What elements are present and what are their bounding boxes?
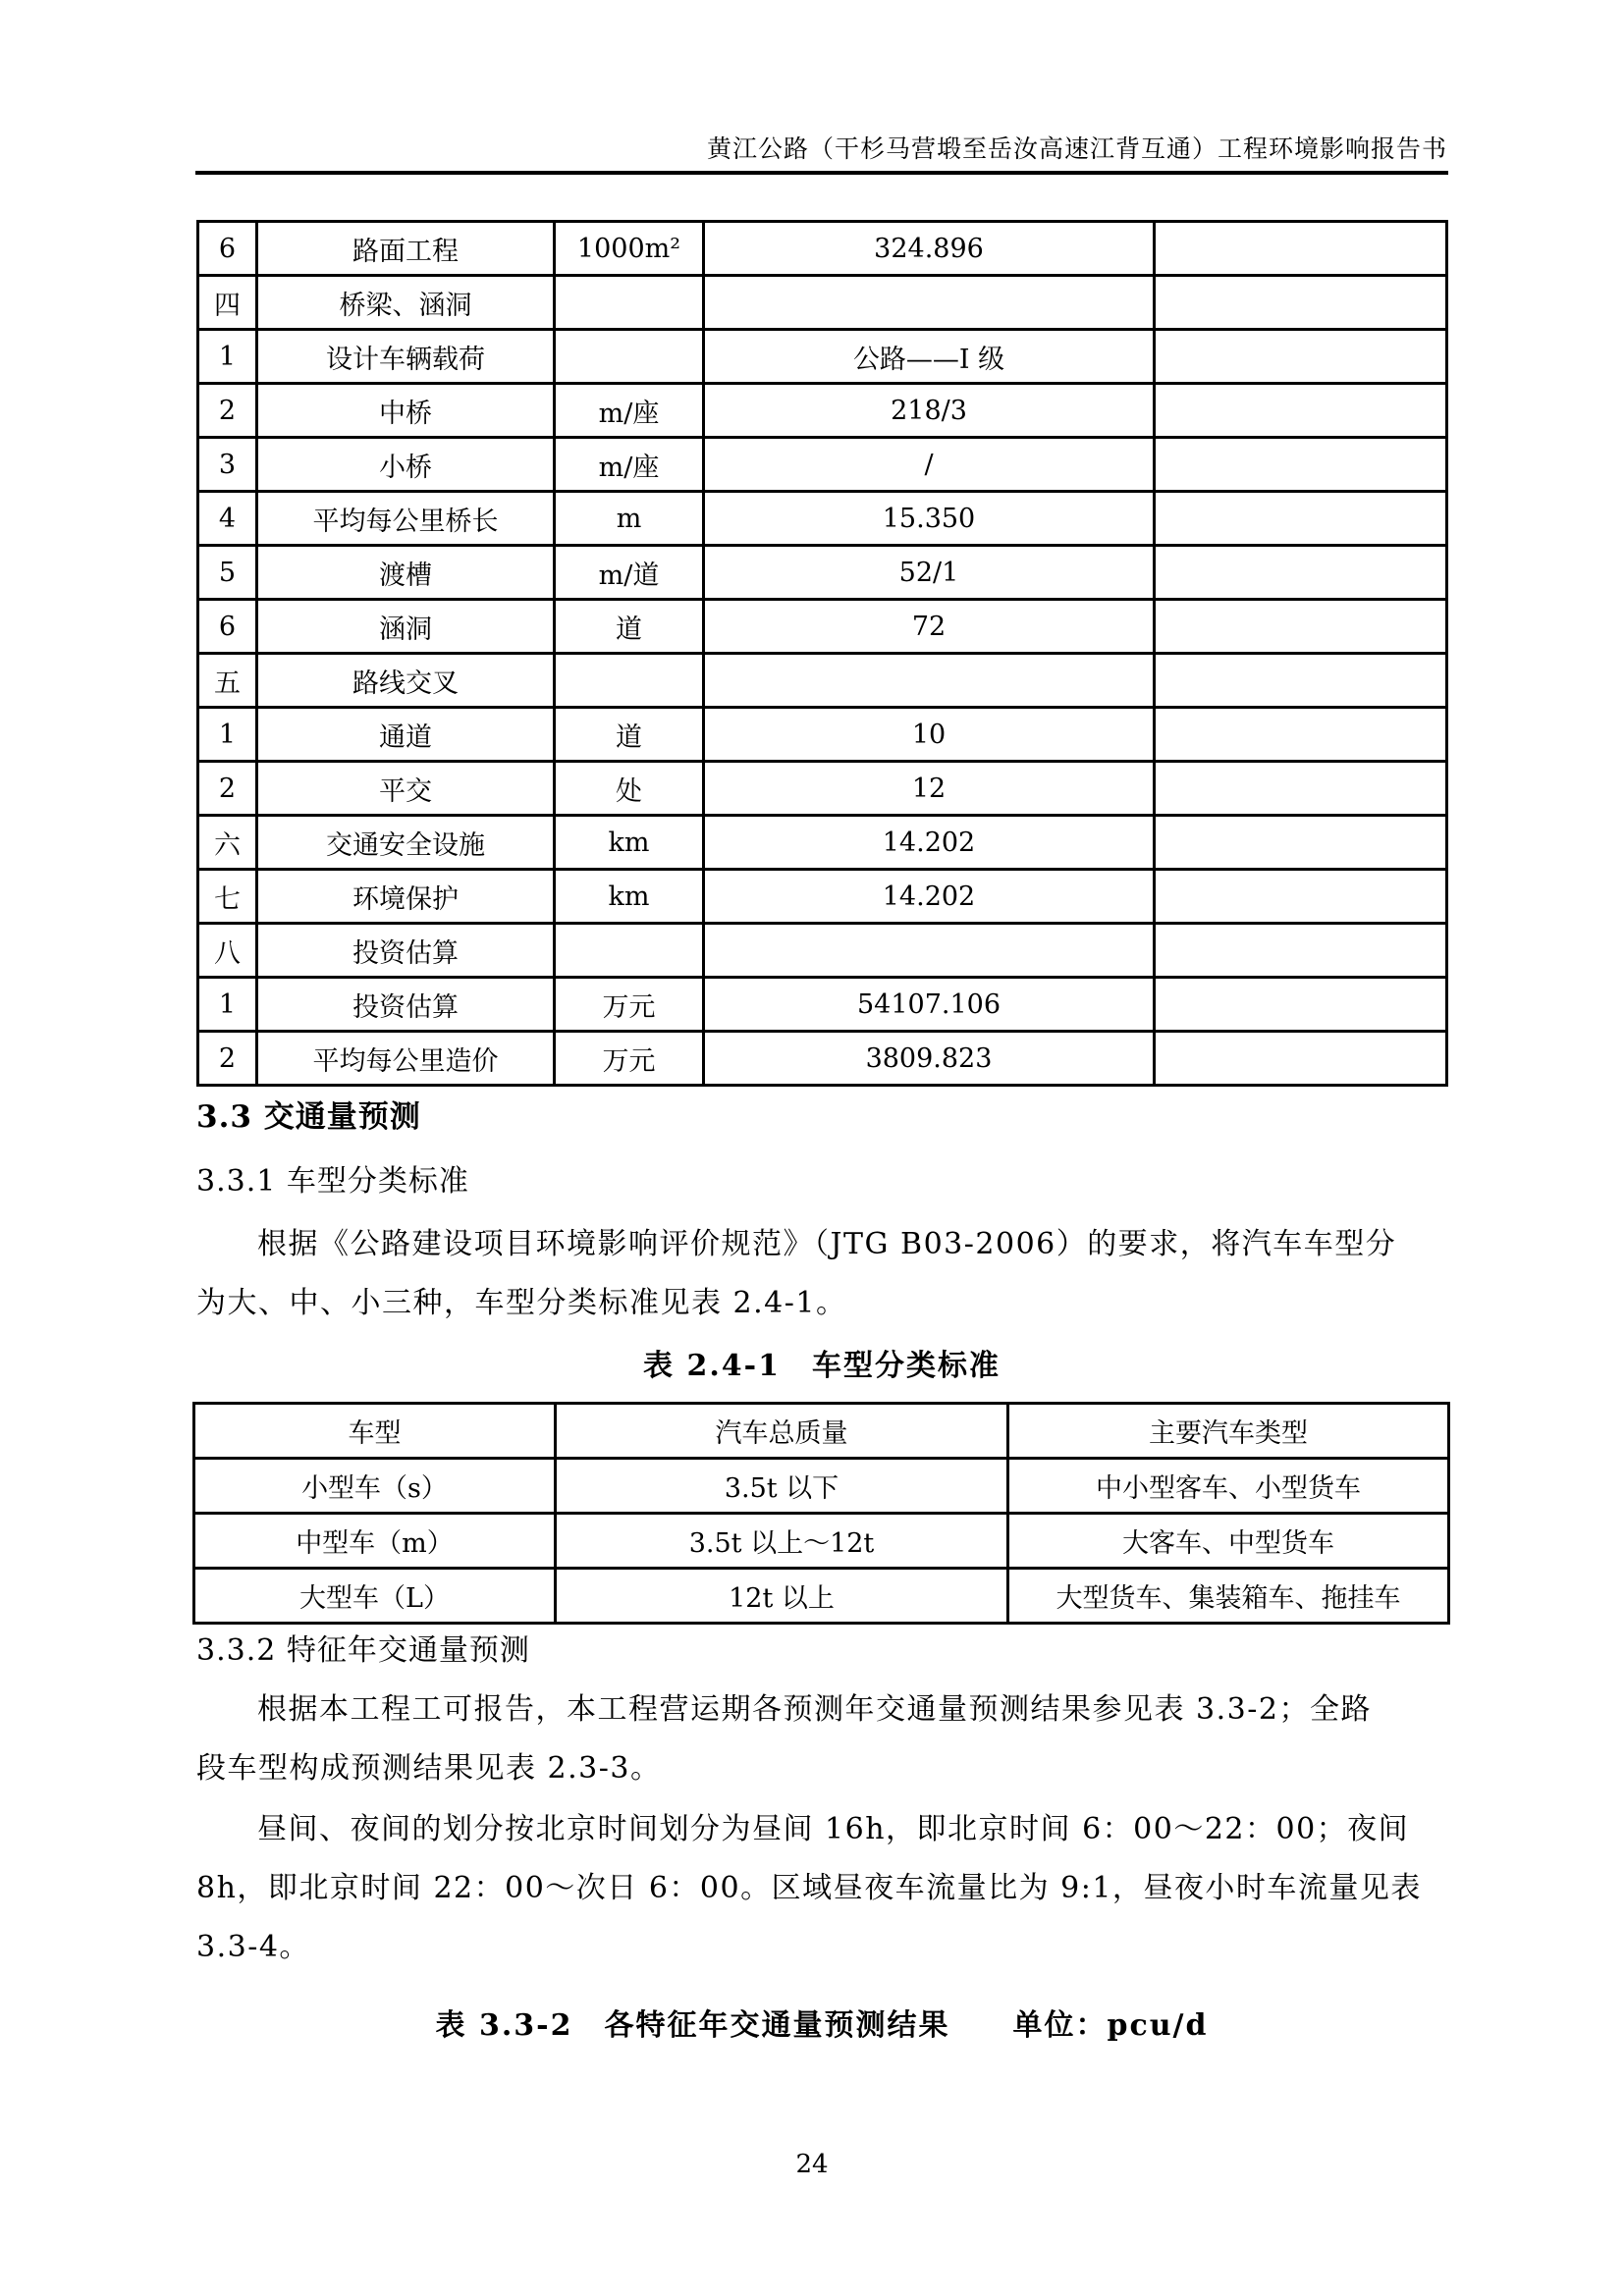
table-332-title bbox=[196, 2001, 1447, 2044]
cell-value: 3809.823 bbox=[704, 1032, 1155, 1086]
table-row bbox=[198, 600, 1447, 654]
cell-remark bbox=[1155, 330, 1447, 384]
table-row bbox=[198, 330, 1447, 384]
cell-no: 5 bbox=[198, 546, 257, 600]
cell-item: 平交 bbox=[257, 762, 555, 816]
cell-value bbox=[704, 654, 1155, 708]
cell-no: 七 bbox=[198, 870, 257, 924]
paragraph-line: 根据《公路建设项目环境影响评价规范》（JTG B03-2006）的要求，将汽车车型分 bbox=[257, 1227, 1397, 1261]
header-vehicle-type: 车型 bbox=[194, 1404, 556, 1459]
cell-main-types: 中小型客车、小型货车 bbox=[1008, 1459, 1449, 1514]
cell-unit: m/道 bbox=[555, 546, 704, 600]
table-row bbox=[198, 438, 1447, 492]
cell-gross-weight: 3.5t 以上～12t bbox=[556, 1514, 1008, 1569]
cell-no: 2 bbox=[198, 1032, 257, 1086]
cell-value: / bbox=[704, 438, 1155, 492]
cell-remark bbox=[1155, 222, 1447, 276]
cell-no: 3 bbox=[198, 438, 257, 492]
cell-no: 1 bbox=[198, 708, 257, 762]
cell-no: 1 bbox=[198, 330, 257, 384]
table-row bbox=[198, 816, 1447, 870]
cell-no: 八 bbox=[198, 924, 257, 978]
cell-remark bbox=[1155, 654, 1447, 708]
cell-value: 52/1 bbox=[704, 546, 1155, 600]
section-heading-3-3: 3.3 交通量预测 bbox=[196, 1099, 421, 1135]
cell-remark bbox=[1155, 924, 1447, 978]
cell-no: 2 bbox=[198, 762, 257, 816]
cell-unit: m bbox=[555, 492, 704, 546]
paragraph-line: 根据本工程工可报告，本工程营运期各预测年交通量预测结果参见表 3.3-2；全路 bbox=[257, 1692, 1372, 1727]
section-heading-3-3-2: 3.3.2 特征年交通量预测 bbox=[196, 1633, 530, 1668]
cell-value: 15.350 bbox=[704, 492, 1155, 546]
table-row bbox=[198, 708, 1447, 762]
header-main-types: 主要汽车类型 bbox=[1008, 1404, 1449, 1459]
cell-item: 涵洞 bbox=[257, 600, 555, 654]
cell-no: 五 bbox=[198, 654, 257, 708]
section-heading-3-3-1: 3.3.1 车型分类标准 bbox=[196, 1164, 469, 1199]
cell-value: 54107.106 bbox=[704, 978, 1155, 1032]
table-row bbox=[194, 1514, 1449, 1569]
cell-no: 六 bbox=[198, 816, 257, 870]
cell-item: 小桥 bbox=[257, 438, 555, 492]
page-header-title: 黄江公路（干杉马营塅至岳汝高速江背互通）工程环境影响报告书 bbox=[706, 134, 1447, 163]
cell-remark bbox=[1155, 816, 1447, 870]
cell-unit: 万元 bbox=[555, 1032, 704, 1086]
table-row bbox=[198, 924, 1447, 978]
table-row bbox=[198, 276, 1447, 330]
cell-unit: m/座 bbox=[555, 384, 704, 438]
cell-remark bbox=[1155, 492, 1447, 546]
table-241-title: 表 2.4-1 车型分类标准 bbox=[643, 1349, 1001, 1383]
cell-no: 1 bbox=[198, 978, 257, 1032]
cell-main-types: 大型货车、集装箱车、拖挂车 bbox=[1008, 1569, 1449, 1624]
page-number: 24 bbox=[795, 2150, 829, 2179]
cell-unit: 处 bbox=[555, 762, 704, 816]
cell-remark bbox=[1155, 1032, 1447, 1086]
cell-item: 中桥 bbox=[257, 384, 555, 438]
paragraph-line: 8h，即北京时间 22：00～次日 6：00。区域昼夜车流量比为 9:1，昼夜小时车流量见表 bbox=[196, 1871, 1422, 1905]
cell-vehicle-type: 小型车（s） bbox=[194, 1459, 556, 1514]
cell-remark bbox=[1155, 978, 1447, 1032]
paragraph-line: 昼间、夜间的划分按北京时间划分为昼间 16h，即北京时间 6：00～22：00；夜间 bbox=[257, 1812, 1410, 1846]
table-row bbox=[198, 762, 1447, 816]
cell-item: 路面工程 bbox=[257, 222, 555, 276]
cell-value: 218/3 bbox=[704, 384, 1155, 438]
table-row bbox=[194, 1569, 1449, 1624]
paragraph-line: 为大、中、小三种，车型分类标准见表 2.4-1。 bbox=[196, 1286, 847, 1320]
cell-unit: m/座 bbox=[555, 438, 704, 492]
cell-remark bbox=[1155, 708, 1447, 762]
cell-no: 四 bbox=[198, 276, 257, 330]
table-row bbox=[198, 546, 1447, 600]
cell-value: 72 bbox=[704, 600, 1155, 654]
cell-remark bbox=[1155, 546, 1447, 600]
cell-value: 10 bbox=[704, 708, 1155, 762]
header-rule bbox=[195, 171, 1448, 175]
table-row bbox=[198, 654, 1447, 708]
cell-item: 投资估算 bbox=[257, 924, 555, 978]
cell-value: 公路——I 级 bbox=[704, 330, 1155, 384]
vehicle-classification-table bbox=[192, 1402, 1450, 1625]
cell-no: 6 bbox=[198, 600, 257, 654]
cell-item: 平均每公里桥长 bbox=[257, 492, 555, 546]
cell-item: 渡槽 bbox=[257, 546, 555, 600]
table-row bbox=[198, 222, 1447, 276]
cell-gross-weight: 12t 以上 bbox=[556, 1569, 1008, 1624]
table-header-row bbox=[194, 1404, 1449, 1459]
cell-remark bbox=[1155, 438, 1447, 492]
table-row bbox=[198, 384, 1447, 438]
cell-item: 平均每公里造价 bbox=[257, 1032, 555, 1086]
cell-no: 4 bbox=[198, 492, 257, 546]
cell-unit bbox=[555, 924, 704, 978]
cell-item: 通道 bbox=[257, 708, 555, 762]
cell-value: 12 bbox=[704, 762, 1155, 816]
cell-unit: 1000m² bbox=[555, 222, 704, 276]
cell-no: 2 bbox=[198, 384, 257, 438]
table-row bbox=[198, 870, 1447, 924]
table-332-unit-label: 单位：pcu/d bbox=[1012, 2008, 1209, 2043]
cell-item: 环境保护 bbox=[257, 870, 555, 924]
cell-unit: 道 bbox=[555, 600, 704, 654]
cell-unit bbox=[555, 276, 704, 330]
cell-item: 投资估算 bbox=[257, 978, 555, 1032]
project-summary-table bbox=[196, 220, 1448, 1087]
table-row bbox=[198, 492, 1447, 546]
cell-unit: km bbox=[555, 870, 704, 924]
cell-no: 6 bbox=[198, 222, 257, 276]
cell-gross-weight: 3.5t 以下 bbox=[556, 1459, 1008, 1514]
paragraph-line: 段车型构成预测结果见表 2.3-3。 bbox=[196, 1751, 662, 1786]
cell-main-types: 大客车、中型货车 bbox=[1008, 1514, 1449, 1569]
table-row bbox=[198, 978, 1447, 1032]
cell-value: 14.202 bbox=[704, 870, 1155, 924]
cell-value bbox=[704, 924, 1155, 978]
table-row bbox=[194, 1459, 1449, 1514]
table-row bbox=[198, 1032, 1447, 1086]
cell-unit: km bbox=[555, 816, 704, 870]
cell-unit bbox=[555, 330, 704, 384]
table-332-title-text: 表 3.3-2 各特征年交通量预测结果 bbox=[435, 2008, 950, 2043]
cell-vehicle-type: 大型车（L） bbox=[194, 1569, 556, 1624]
cell-value bbox=[704, 276, 1155, 330]
header-gross-weight: 汽车总质量 bbox=[556, 1404, 1008, 1459]
paragraph-line: 3.3-4。 bbox=[196, 1930, 310, 1964]
cell-remark bbox=[1155, 600, 1447, 654]
cell-value: 14.202 bbox=[704, 816, 1155, 870]
cell-item: 桥梁、涵洞 bbox=[257, 276, 555, 330]
cell-value: 324.896 bbox=[704, 222, 1155, 276]
cell-item: 路线交叉 bbox=[257, 654, 555, 708]
cell-remark bbox=[1155, 276, 1447, 330]
cell-remark bbox=[1155, 384, 1447, 438]
cell-item: 交通安全设施 bbox=[257, 816, 555, 870]
cell-remark bbox=[1155, 870, 1447, 924]
cell-unit bbox=[555, 654, 704, 708]
cell-remark bbox=[1155, 762, 1447, 816]
cell-unit: 万元 bbox=[555, 978, 704, 1032]
cell-item: 设计车辆载荷 bbox=[257, 330, 555, 384]
cell-vehicle-type: 中型车（m） bbox=[194, 1514, 556, 1569]
cell-unit: 道 bbox=[555, 708, 704, 762]
